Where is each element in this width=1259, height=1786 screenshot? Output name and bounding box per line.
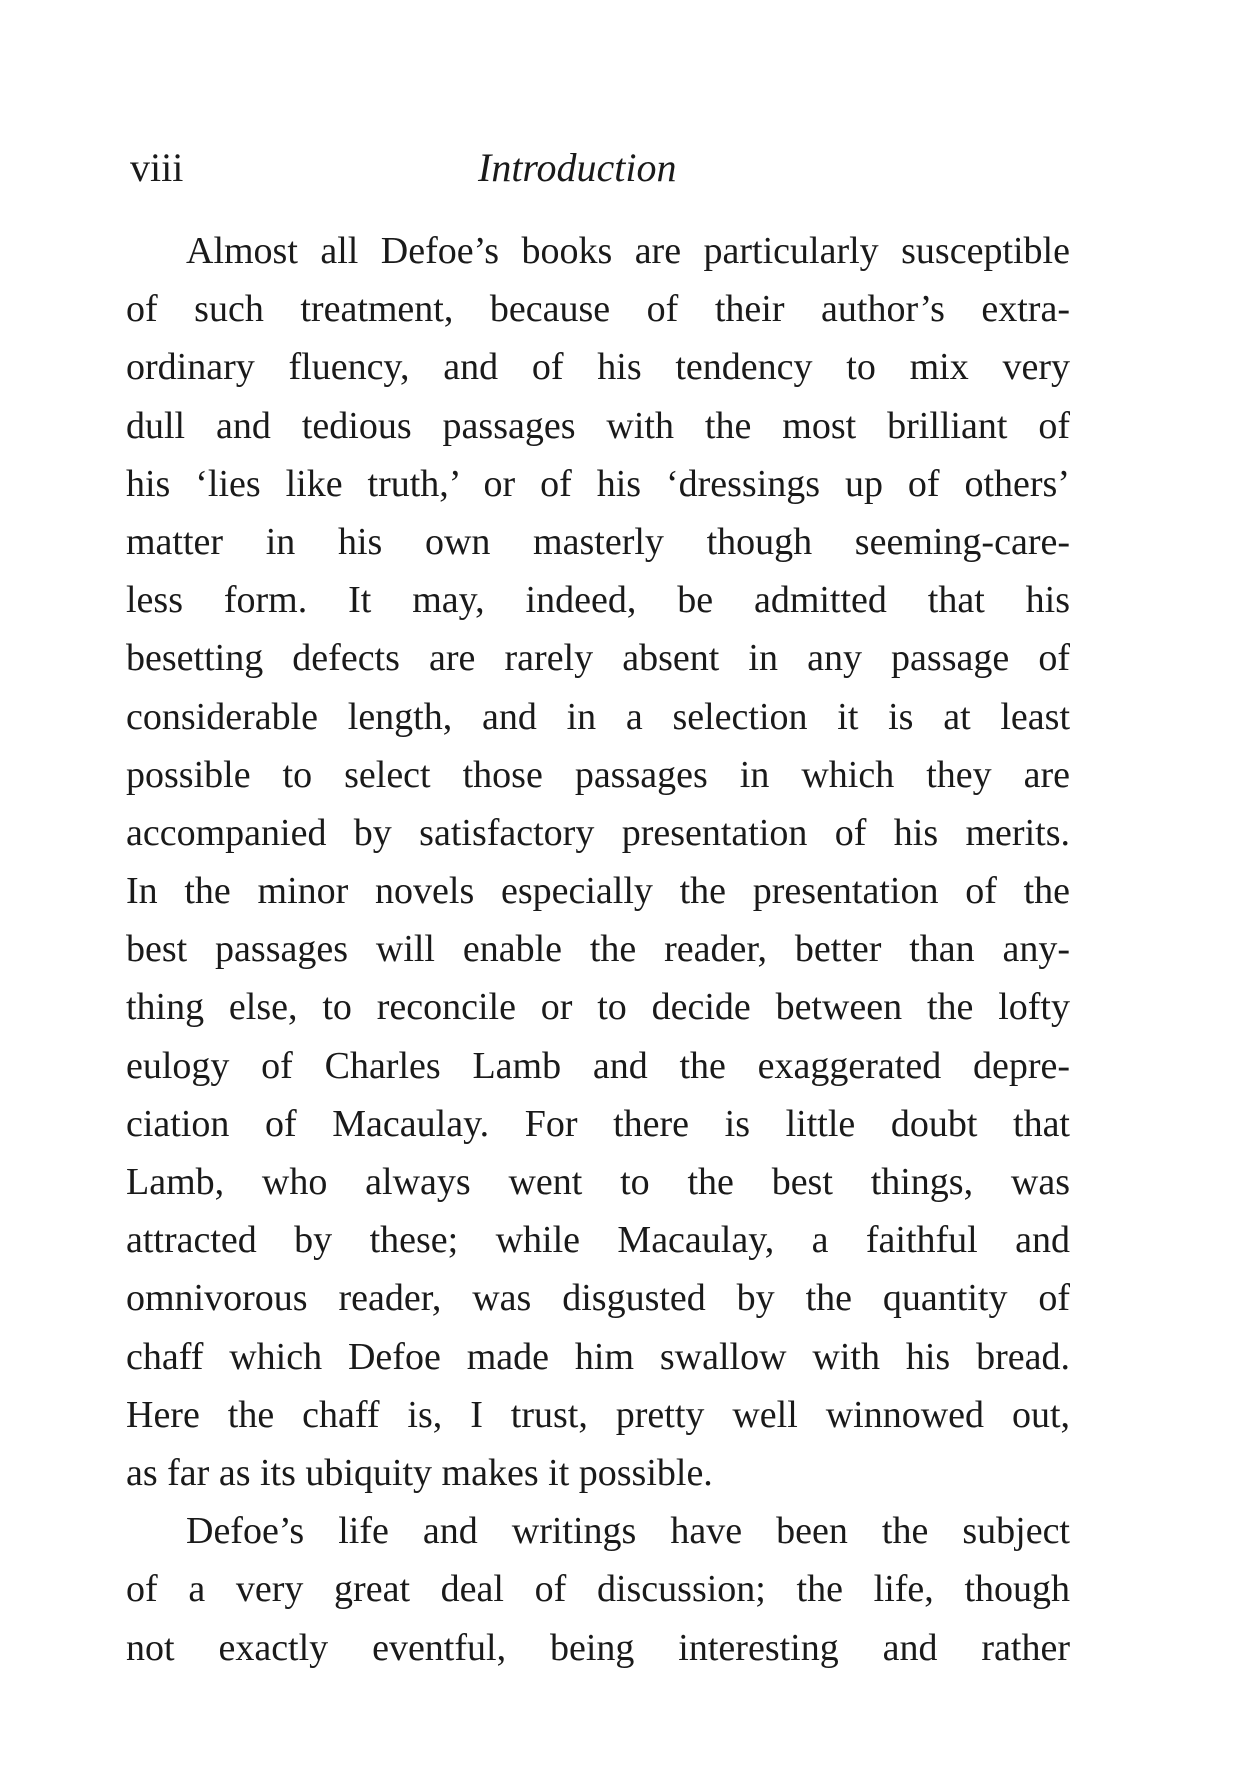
text-line: less form. It may, indeed, be admitted that his [126, 579, 1070, 622]
text-line: chaff which Defoe made him swallow with his bread. [126, 1335, 1070, 1378]
running-title: Introduction [478, 145, 677, 190]
text-line: accompanied by satisfactory presentation of his merits. [126, 811, 1070, 854]
text-line: Here the chaff is, I trust, pretty well winnowed out, [126, 1393, 1070, 1436]
paragraph-2 [126, 1502, 1070, 1677]
text-line: best passages will enable the reader, better than any- [126, 928, 1070, 971]
text-line: besetting defects are rarely absent in any passage of [126, 637, 1070, 680]
body-text [126, 222, 1070, 1677]
text-line: not exactly eventful, being interesting and rather [126, 1626, 1070, 1669]
text-line: Defoe’s life and writings have been the subject [186, 1510, 1070, 1553]
page-number: viii [130, 145, 184, 190]
text-line: In the minor novels especially the presentation of the [126, 870, 1070, 913]
text-line: of a very great deal of discussion; the life, though [126, 1568, 1070, 1611]
text-line: his ‘lies like truth,’ or of his ‘dressings up of others’ [126, 462, 1070, 505]
text-line: Lamb, who always went to the best things, was [126, 1161, 1070, 1203]
text-line: dull and tedious passages with the most brilliant of [126, 404, 1070, 447]
text-line: Almost all Defoe’s books are particularly susceptible [186, 230, 1070, 272]
running-head [130, 138, 1070, 198]
text-line: ordinary fluency, and of his tendency to mix very [126, 346, 1070, 389]
text-line: ciation of Macaulay. For there is little doubt that [126, 1102, 1070, 1145]
text-line: possible to select those passages in which they are [126, 753, 1070, 796]
text-line: attracted by these; while Macaulay, a faithful and [126, 1219, 1070, 1262]
text-line: matter in his own masterly though seeming-care- [126, 520, 1070, 563]
text-line: considerable length, and in a selection it is at least [126, 695, 1070, 738]
paragraph-1 [126, 222, 1070, 1502]
text-line: eulogy of Charles Lamb and the exaggerated depre- [126, 1044, 1070, 1087]
text-line: of such treatment, because of their author’s extra- [126, 288, 1070, 331]
text-line: as far as its ubiquity makes it possible. [126, 1451, 713, 1494]
text-line: omnivorous reader, was disgusted by the quantity of [126, 1277, 1070, 1320]
text-line: thing else, to reconcile or to decide between the lofty [126, 986, 1070, 1029]
